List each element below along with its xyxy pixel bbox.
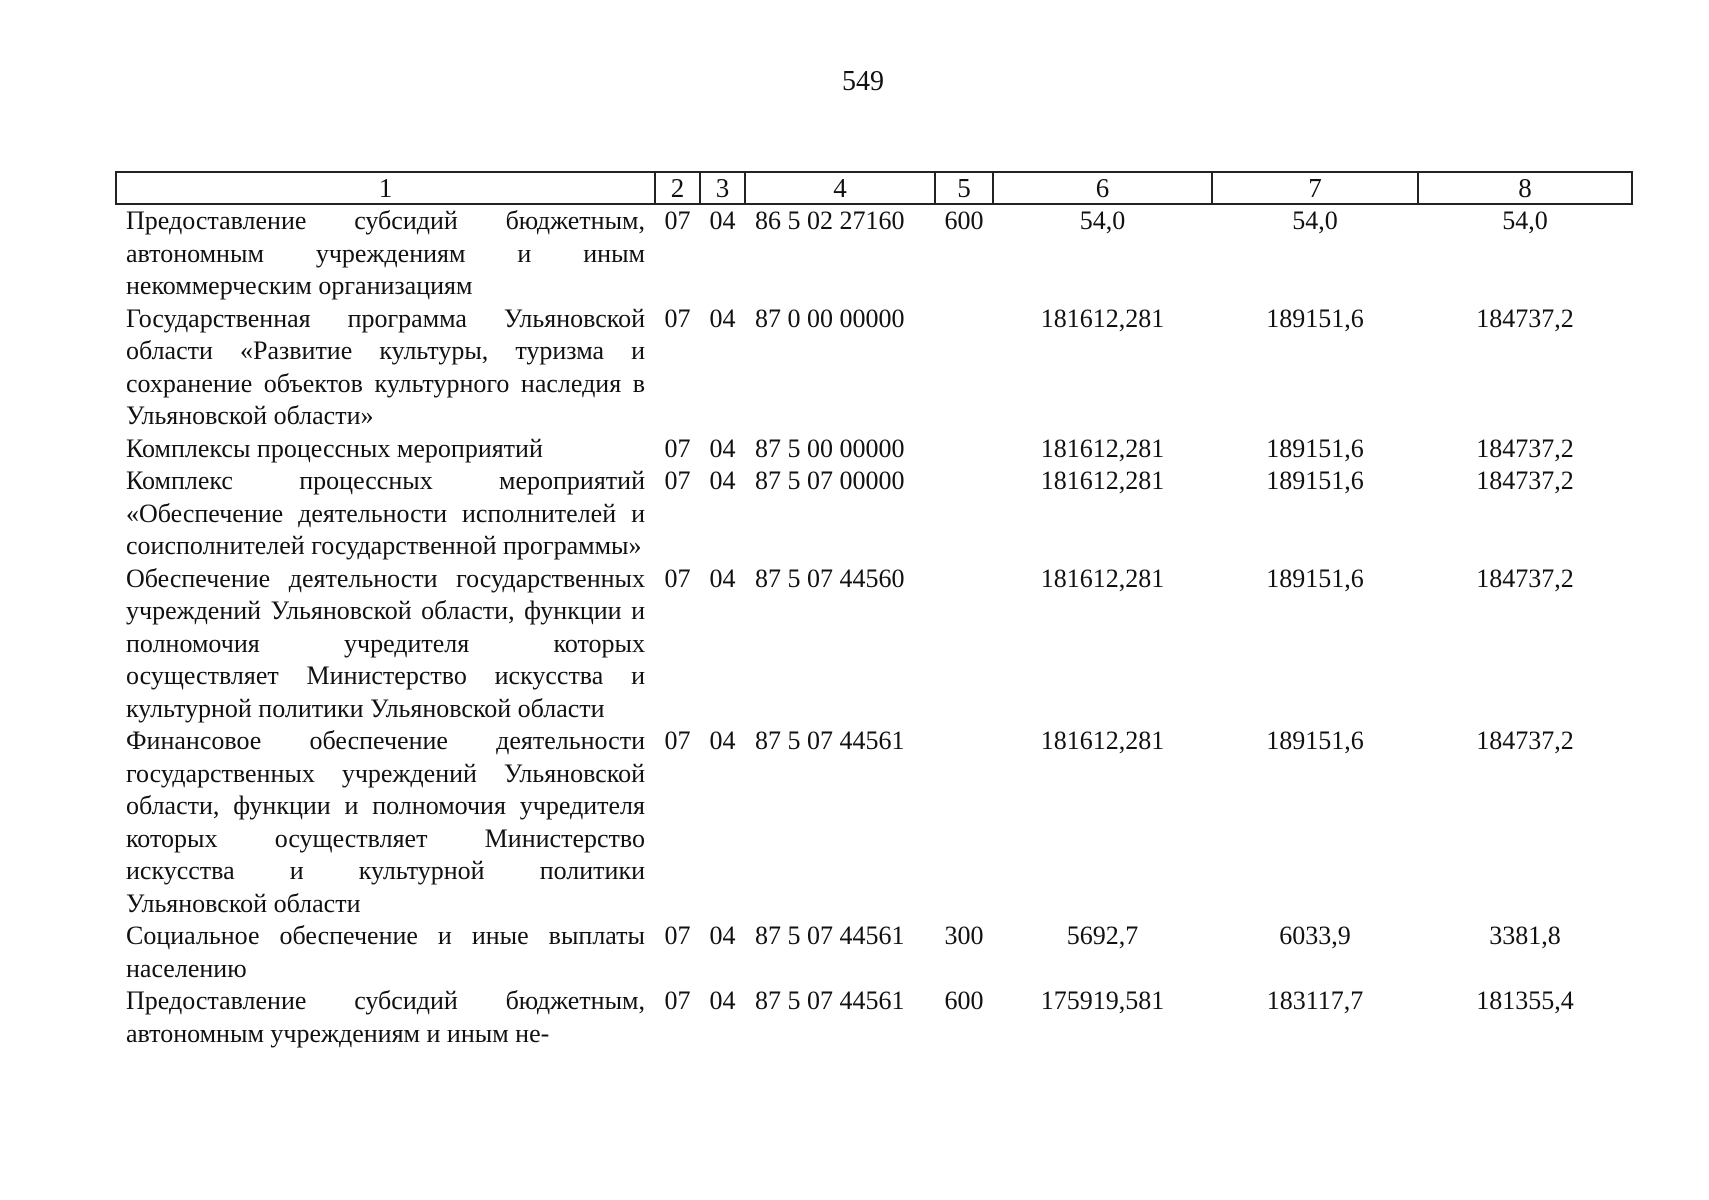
subsection-code: 04 [709, 206, 736, 235]
amount-col6: 54,0 [1079, 206, 1126, 235]
target-article-code: 87 0 00 00000 [755, 303, 905, 333]
target-article-code: 87 5 07 44560 [755, 563, 905, 593]
amount-col7: 6033,9 [1279, 921, 1351, 950]
item-name: Социальное обеспечение и иные выплаты населению [126, 921, 645, 983]
amount-col6: 5692,7 [1066, 921, 1139, 950]
amount-col6: 181612,281 [1040, 563, 1165, 593]
expense-type-code: 300 [944, 921, 984, 950]
amount-col6: 175919,581 [1040, 986, 1165, 1015]
subsection-code: 04 [709, 563, 736, 593]
amount-col7: 189151,6 [1266, 726, 1364, 755]
target-article-code: 87 5 07 44561 [755, 921, 905, 950]
column-header: 8 [1418, 172, 1632, 204]
target-article-code: 87 5 07 44561 [755, 986, 905, 1015]
table-row [116, 563, 1632, 726]
expense-type-code [935, 433, 993, 466]
column-header: 7 [1212, 172, 1418, 204]
expense-type-code [935, 725, 993, 920]
item-name: Комплексы процессных мероприятий [126, 433, 543, 463]
item-name: Предоставление субсидий бюджетным, автономным учреждениям и иным не- [126, 986, 645, 1048]
section-code: 07 [664, 466, 691, 495]
column-header: 3 [700, 172, 745, 204]
amount-col6: 181612,281 [1040, 466, 1165, 495]
section-code: 07 [664, 206, 691, 235]
subsection-code: 04 [709, 466, 736, 495]
section-code: 07 [664, 986, 691, 1015]
amount-col8: 184737,2 [1476, 433, 1574, 463]
table-row [116, 985, 1632, 1050]
amount-col8: 184737,2 [1476, 466, 1574, 495]
item-name: Предоставление субсидий бюджетным, автономным учреждениям и иным некоммерческим организациям [126, 206, 645, 300]
column-header: 5 [935, 172, 993, 204]
subsection-code: 04 [709, 433, 736, 463]
subsection-code: 04 [709, 986, 736, 1015]
target-article-code: 87 5 07 00000 [755, 466, 905, 495]
subsection-code: 04 [709, 303, 736, 333]
amount-col7: 54,0 [1292, 206, 1338, 235]
section-code: 07 [664, 303, 691, 333]
amount-col8: 3381,8 [1489, 921, 1561, 950]
section-code: 07 [664, 433, 691, 463]
column-header: 1 [116, 172, 655, 204]
item-name: Обеспечение деятельности государственных учреждений Ульяновской области, функции и полномочия учредителя которых осуществляет Министерство искусства и культурной политики Ульяновской области [126, 563, 645, 723]
item-name: Государственная программа Ульяновской области «Развитие культуры, туризма и сохранение объектов культурного наследия в Ульяновской области» [126, 303, 645, 430]
amount-col7: 189151,6 [1266, 563, 1364, 593]
amount-col8: 184737,2 [1476, 563, 1574, 593]
column-header: 4 [745, 172, 935, 204]
column-header: 6 [993, 172, 1212, 204]
subsection-code: 04 [709, 921, 736, 950]
section-code: 07 [664, 563, 691, 593]
amount-col7: 189151,6 [1266, 433, 1364, 463]
amount-col7: 189151,6 [1266, 303, 1364, 333]
amount-col6: 181612,281 [1040, 726, 1165, 755]
amount-col6: 181612,281 [1040, 303, 1165, 333]
column-header: 2 [655, 172, 700, 204]
target-article-code: 87 5 07 44561 [755, 726, 905, 755]
section-code: 07 [664, 726, 691, 755]
amount-col7: 183117,7 [1266, 986, 1364, 1015]
table-row [116, 725, 1632, 920]
amount-col8: 184737,2 [1476, 726, 1574, 755]
table-row [116, 303, 1632, 433]
amount-col8: 181355,4 [1476, 986, 1574, 1015]
expense-type-code [935, 303, 993, 433]
table-row [116, 204, 1632, 303]
item-name: Финансовое обеспечение деятельности государственных учреждений Ульяновской области, функции и полномочия учредителя которых осуществляет Министерство искусства и культурной политики Ульяновской области [126, 726, 645, 918]
amount-col8: 184737,2 [1476, 303, 1574, 333]
amount-col6: 181612,281 [1040, 433, 1165, 463]
table-row [116, 433, 1632, 466]
table-row [116, 465, 1632, 563]
budget-table [115, 171, 1633, 1050]
expense-type-code: 600 [944, 986, 984, 1015]
expense-type-code [935, 465, 993, 563]
header-row [116, 172, 1632, 204]
item-name: Комплекс процессных мероприятий «Обеспечение деятельности исполнителей и соисполнителей государственной программы» [126, 466, 645, 560]
expense-type-code [935, 563, 993, 726]
subsection-code: 04 [709, 726, 736, 755]
section-code: 07 [664, 921, 691, 950]
page-number: 549 [842, 66, 884, 97]
amount-col8: 54,0 [1502, 206, 1548, 235]
amount-col7: 189151,6 [1266, 466, 1364, 495]
target-article-code: 87 5 00 00000 [755, 433, 905, 463]
expense-type-code: 600 [944, 206, 984, 235]
target-article-code: 86 5 02 27160 [755, 206, 905, 235]
table-row [116, 920, 1632, 985]
